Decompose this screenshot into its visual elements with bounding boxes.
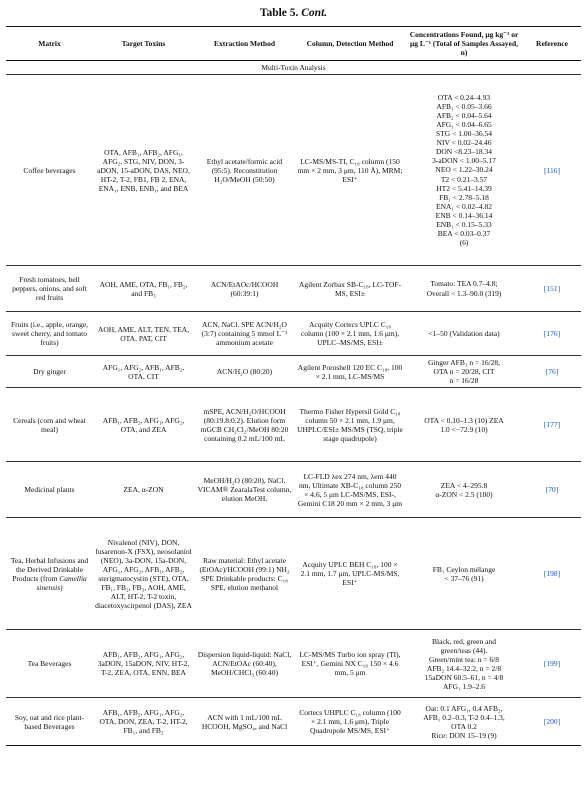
reference-link[interactable]: [198] [543, 569, 561, 579]
concentration-line: α-ZON < 2.5 (100) [435, 489, 493, 499]
cell-target-toxins: AFB₁, AFB₂, AFG₁, AFG₂, OTA, and ZEA [93, 388, 194, 462]
concentration-line: Tomato: TEA 0.7–4.8; [430, 279, 498, 289]
cell-matrix [6, 462, 93, 518]
concentration-line: 15aDON 60.5–61, n = 4/8 [424, 672, 504, 682]
cell-matrix [6, 698, 93, 746]
table-row [6, 312, 581, 356]
concentration-line: Ginger AFB₁ n = 16/28, [427, 358, 501, 367]
table-title-cont: Cont. [301, 7, 328, 19]
table-row [6, 698, 581, 746]
cell-column-detection: Acquity UPLC BEH C₁₈, 100 × 2.1 mm, 1.7 μm, UPLC-MS/MS, ESI⁺ [295, 518, 405, 630]
cell-column-detection: LC-FLD λex 274 nm, λem 440 nm, Ultimate XB-C₁₈ column 250 × 4.6, 5 μm LC-MS/MS, ESI-, Gemini C18 20 mm × 2 mm, 3 μm [295, 462, 405, 518]
matrix-text: Fruits (i.e., apple, orange, sweet cherry, and tomato fruits) [10, 320, 89, 347]
concentration-line: ENA₁ < 0.02–4.82 [435, 201, 492, 211]
concentration-line: Rice: DON 15–19 (9) [431, 730, 497, 740]
matrix-text: Soy, oat and rice plant-based Beverages [14, 712, 85, 731]
reference-link[interactable]: [177] [543, 420, 561, 430]
reference-link[interactable]: [116] [544, 165, 560, 175]
header-matrix: Matrix [6, 27, 93, 61]
cell-reference [523, 75, 581, 266]
concentration-line: NIV < 0.02–24.46 [436, 138, 492, 148]
cell-reference [523, 356, 581, 388]
cell-target-toxins: AFG₁, AFG₂, AFB₁, AFB₂, OTA, CIT [93, 356, 194, 388]
concentration-line: AFG₁ < 0.04–6.65 [436, 119, 492, 129]
cell-matrix [6, 630, 93, 698]
cell-concentrations [405, 266, 523, 312]
concentration-line: T2 < 0.21–3.57 [440, 174, 488, 184]
concentration-line: Oat: 0.1 AFG₁, 0.4 AFB₂, [425, 703, 503, 713]
table-title-number: Table 5. [259, 7, 299, 19]
matrix-text: Tea, Herbal Infusions and the Derived Drinkable Products (from [10, 555, 89, 583]
cell-target-toxins: OTA, AFB₁, AFB₂, AFG₁, AFG₂, STG, NIV, DON, 3-aDON, 15-aDON, DAS, NEO, HT-2, T-2, FB1, FB 2, ENA, ENA₁, ENB, ENB₁, and BEA [93, 75, 194, 266]
concentration-line: 1.0 <−72.9 (10) [440, 424, 488, 434]
concentration-line: green/teas (44). [440, 645, 488, 655]
table-header-row [6, 27, 581, 61]
section-label: Multi-Toxin Analysis [6, 61, 581, 75]
cell-column-detection: Agilent Zorbax SB-C₁₈, LC-TOF-MS, ESI± [295, 266, 405, 312]
reference-link[interactable]: [200] [543, 717, 561, 727]
cell-concentrations [405, 75, 523, 266]
cell-target-toxins: ZEA, α-ZON [93, 462, 194, 518]
cell-reference [523, 462, 581, 518]
cell-reference [523, 630, 581, 698]
matrix-text: Cereals (corn and wheat meal) [13, 415, 86, 434]
cell-column-detection: LC-MS/MS Turbo ion spray (TI), ESI⁺, Gemini NX C₁₈ 150 × 4.6 mm, 5 μm [295, 630, 405, 698]
concentration-line: <1–50 (Validation data) [428, 328, 500, 338]
concentration-line: AFB₂ 14.4–32.2, n = 2/8 [426, 663, 502, 673]
reference-link[interactable]: [199] [543, 659, 561, 669]
cell-extraction-method: Raw material: Ethyl acetate (EtOAc)/HCOOH (99:1) NH₂ SPE Drinkable products: C₁₈ SPE, elution methanol [194, 518, 295, 630]
cell-matrix [6, 312, 93, 356]
cell-extraction-method: MeOH/H₂O (80:20), NaCl. VICAM® ZearalaTest column, elution MeOH. [194, 462, 295, 518]
cell-reference [523, 312, 581, 356]
cell-concentrations [405, 462, 523, 518]
cell-target-toxins: AOH, AME, OTA, FB₁, FB₂, and FB₃ [93, 266, 194, 312]
table-row [6, 462, 581, 518]
cell-column-detection: LC-MS/MS-TI, C₁₈ column (150 mm × 2 mm, 3 μm, 110 Å), MRM; ESI⁺ [295, 75, 405, 266]
matrix-end: ) [60, 582, 63, 592]
reference-link[interactable]: [151] [543, 284, 561, 293]
cell-column-detection: Agilent Poroshell 120 EC C₁₈, 100 × 2.1 mm, LC-MS/MS [295, 356, 405, 388]
concentration-line: n = 16/28 [449, 376, 479, 386]
reference-link[interactable]: [70] [545, 485, 559, 495]
cell-matrix [6, 518, 93, 630]
cell-concentrations [405, 388, 523, 462]
cell-extraction-method: ACN, NaCl. SPE ACN/H₂O (3:7) containing 5 mmol L⁻¹ ammonium acetate [194, 312, 295, 356]
cell-matrix [6, 75, 93, 266]
concentration-line: DON <8.23–18.34 [435, 147, 493, 157]
concentration-line: FB₁ Ceylon mélange [432, 564, 496, 574]
concentration-line: < 37–76 (91) [444, 573, 484, 583]
cell-extraction-method: ACN/H₂O (80:20) [194, 356, 295, 388]
cell-matrix [6, 356, 93, 388]
concentration-line: HT2 < 5.41–14.39 [436, 183, 492, 193]
cell-extraction-method: Ethyl acetate/formic acid (95:5). Reconstitution H₂O/MeOH (50:50) [194, 75, 295, 266]
cell-target-toxins: Nivalenol (NIV), DON, fusarenon-X (FSX), neosolaniol (NEO), 3a-DON, 15a-DON, AFG₁, AFG₂, AFB₁, AFB₂, sterigmatocystin (STE), OTA, FB₁, FB₂, FB₃, AOH, AME, ALT, HT-2, T-2 toxin, diacetoxyscirpenol (DAS), ZEA [93, 518, 194, 630]
concentration-line: FB₁ < 2.78–5.18 [439, 192, 489, 202]
concentration-line: AFB₁ 0.2–0.3, T-2 0.4–1.3, [423, 712, 505, 722]
concentration-line: Green/mint tea: n = 6/8 [428, 654, 500, 664]
table-row [6, 388, 581, 462]
concentration-line: OTA < 0.10–1.3 (10) ZEA [424, 415, 504, 425]
cell-matrix [6, 266, 93, 312]
section-row [6, 61, 581, 75]
header-reference: Reference [523, 27, 581, 61]
cell-reference [523, 518, 581, 630]
cell-reference [523, 698, 581, 746]
concentration-line: ENB < 0.14–36.14 [435, 210, 493, 220]
concentration-line: BEA < 0.03–0.37 [437, 229, 491, 239]
concentration-line: Black, red, green and [432, 636, 496, 646]
cell-extraction-method: Dispersion liquid-liquid: NaCl, ACN/EtOAc (60:40), MeOH/CHCl₃ (60:40) [194, 630, 295, 698]
header-target-toxins: Target Toxins [93, 27, 194, 61]
table-row [6, 630, 581, 698]
concentration-line: ZEA < 4–295.8 [440, 480, 488, 490]
reference-link[interactable]: [76] [545, 367, 559, 377]
concentration-line: OTA n = 20/28, CIT [433, 367, 495, 377]
concentration-line: ENB₁ < 0.15–5.33 [436, 220, 492, 230]
cell-target-toxins: AOH, AME, ALT, TEN, TEA, OTA, PAT, CIT [93, 312, 194, 356]
concentration-line: NEO < 1.22–30.24 [435, 165, 493, 175]
matrix-text: Dry ginger [33, 367, 66, 377]
concentration-line: AFB₂ < 0.04–5.64 [436, 110, 492, 120]
matrix-italic: Camellia sinensis [36, 573, 87, 592]
cell-column-detection: Acquity Cortecs UPLC C₁₈ column (100 × 2.1 mm, 1.6 μm), UPLC–MS/MS, ESI± [295, 312, 405, 356]
reference-link[interactable]: [176] [543, 329, 561, 338]
concentration-line: AFG₁ 1.9–2.6 [443, 681, 485, 691]
cell-concentrations [405, 630, 523, 698]
cell-extraction-method: ACN with 1 mL/100 mL HCOOH, MgSO₄, and NaCl [194, 698, 295, 746]
table-title [0, 6, 587, 20]
cell-extraction-method: ACN/EtAOc/HCOOH (60:39:1) [194, 266, 295, 312]
table-row [6, 75, 581, 266]
matrix-text: Coffee beverages [23, 165, 76, 175]
cell-target-toxins: AFB₁, AFB₂, AFG₁, AFG₂, 3aDON, 15aDON, NIV, HT-2, T-2, ZEA, OTA, ENN, BEA [93, 630, 194, 698]
cell-column-detection: Thermo Fisher Hypersil Gold C₁₈ column 50 × 2.1 mm, 1.9 μm, UHPLC/ESI± MS/MS (TSQ, triple stage quadrupole) [295, 388, 405, 462]
concentration-line: 3-aDON < 1.00–5.17 [432, 156, 496, 166]
data-table [6, 26, 581, 746]
concentration-line: AFB₁ < 0.05–3.66 [436, 101, 492, 111]
header-column-detection: Column, Detection Method [295, 27, 405, 61]
table-row [6, 266, 581, 312]
concentration-line: OTA < 0.24–4.93 [437, 92, 491, 102]
cell-extraction-method: mSPE, ACN/H₂O/HCOOH (80:19.8:0.2). Elution form mGCB CH₂Cl₂/MeOH 80:20 containing 0.2 mL/100 mL [194, 388, 295, 462]
table-row [6, 518, 581, 630]
cell-matrix [6, 388, 93, 462]
cell-concentrations [405, 698, 523, 746]
cell-concentrations [405, 518, 523, 630]
concentration-line: Overall < 1.3–90.0 (319) [426, 288, 502, 298]
matrix-text: Medicinal plants [24, 485, 75, 495]
header-concentrations: Concentrations Found, μg kg⁻¹ or μg L⁻¹ (Total of Samples Assayed, n) [405, 27, 523, 61]
cell-concentrations [405, 356, 523, 388]
cell-reference [523, 388, 581, 462]
cell-concentrations [405, 312, 523, 356]
concentration-line: STG < 1.00–36.54 [436, 129, 492, 139]
cell-reference [523, 266, 581, 312]
table-row [6, 356, 581, 388]
concentration-line: (6) [459, 238, 469, 248]
header-extraction-method: Extraction Method [194, 27, 295, 61]
cell-target-toxins: AFB₁, AFB₂, AFG₁, AFG₂, OTA, DON, ZEA, T-2, HT-2, FB₁, and FB₂ [93, 698, 194, 746]
matrix-text: Tea Beverages [27, 659, 72, 669]
cell-column-detection: Cortecs UHPLC C₁₈ column (100 × 2.1 mm, 1.6 μm), Triple Quadrupole MS/MS, ESI⁺ [295, 698, 405, 746]
matrix-text: Fresh tomatoes, bell peppers, onions, and soft red fruits [12, 275, 87, 302]
concentration-line: OTA 0.2 [451, 721, 477, 731]
